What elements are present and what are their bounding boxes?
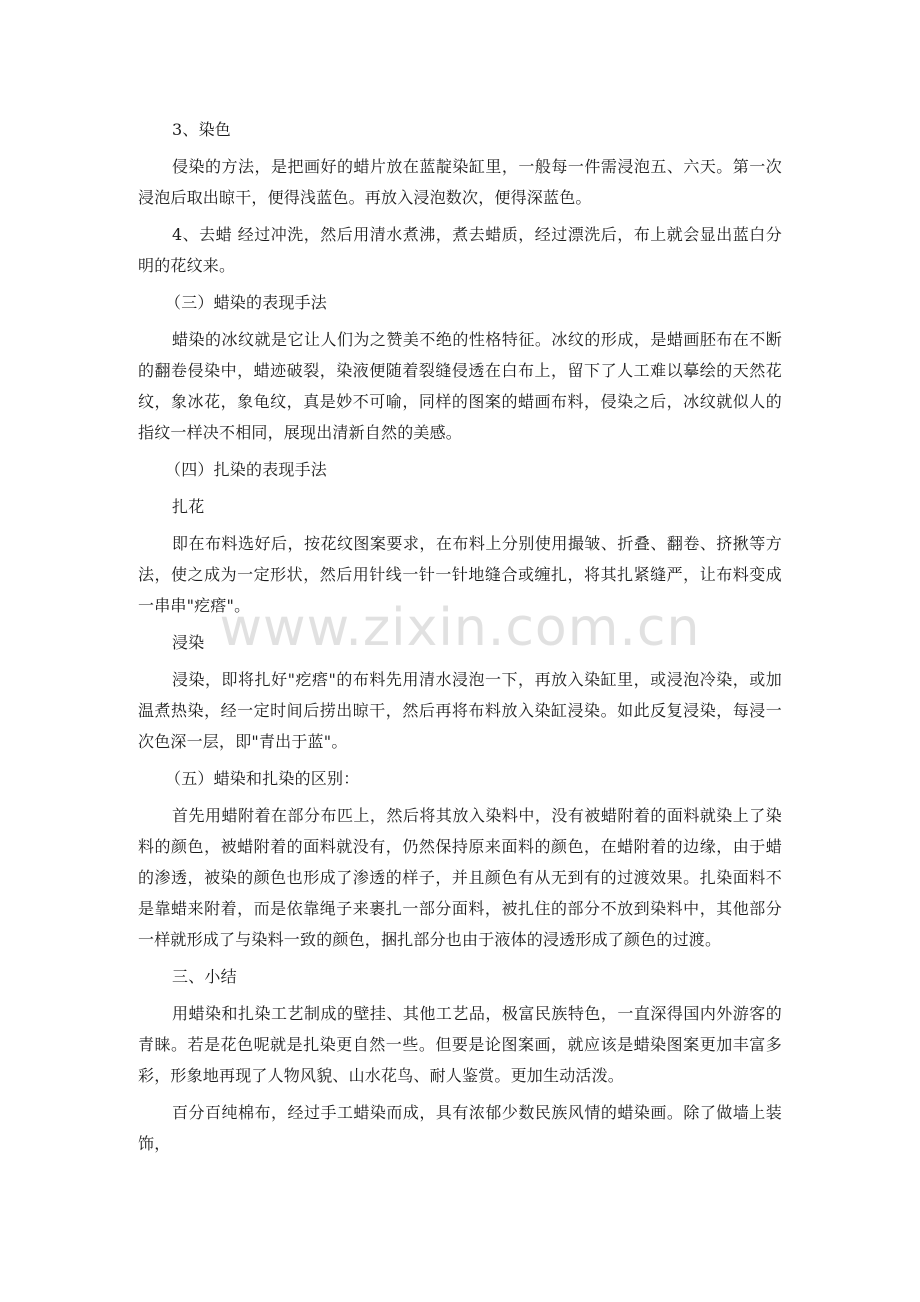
paragraph-heading-tying: 扎花 xyxy=(172,497,205,516)
paragraph-soaking-method: 浸染，即将扎好"疙瘩"的布料先用清水浸泡一下，再放入染缸里，或浸泡冷染，或加温煮热染，经一定时间后捞出晾干，然后再将布料放入染缸浸染。如此反复浸染，每浸一次色深一层，即"青出于蓝"。 xyxy=(138,670,782,751)
paragraph-dyeing-method: 侵染的方法，是把画好的蜡片放在蓝靛染缸里，一般每一件需浸泡五、六天。第一次浸泡后取出晾干，便得浅蓝色。再放入浸泡数次，便得深蓝色。 xyxy=(138,157,782,207)
paragraph-heading-soaking: 浸染 xyxy=(172,633,205,652)
section-heading-tie-dye-techniques: （四）扎染的表现手法 xyxy=(165,460,328,479)
paragraph-cotton-cloth: 百分百纯棉布，经过手工蜡染而成，具有浓郁少数民族风情的蜡染画。除了做墙上装饰， xyxy=(138,1103,782,1153)
watermark: www.zixin.com.cn xyxy=(219,598,701,658)
paragraph-ice-crackle: 蜡染的冰纹就是它让人们为之赞美不绝的性格特征。冰纹的形成，是蜡画胚布在不断的翻卷侵染中，蜡迹破裂，染液便随着裂缝侵透在白布上，留下了人工难以摹绘的天然花纹，象冰花，象龟纹，真是妙不可喻，同样的图案的蜡画布料，侵染之后，冰纹就似人的指纹一样决不相同，展现出清新自然的美感。 xyxy=(138,330,782,442)
paragraph-wax-removal: 4、去蜡 经过冲洗，然后用清水煮沸，煮去蜡质，经过漂洗后，布上就会显出蓝白分明的花纹来。 xyxy=(138,225,782,275)
paragraph-summary: 用蜡染和扎染工艺制成的壁挂、其他工艺品，极富民族特色，一直深得国内外游客的青睐。若是花色呢就是扎染更自然一些。但要是论图案画，就应该是蜡染图案更加丰富多彩，形象地再现了人物风貌、山水花鸟、耐人鉴赏。更加生动活泼。 xyxy=(138,1004,782,1085)
paragraph-heading-dyeing: 3、染色 xyxy=(172,120,231,139)
section-heading-difference: （五）蜡染和扎染的区别： xyxy=(165,769,360,788)
paragraph-tying-method: 即在布料选好后，按花纹图案要求，在布料上分别使用撮皱、折叠、翻卷、挤揪等方法，使之成为一定形状，然后用针线一针一针地缝合或缠扎，将其扎紧缝严，让布料变成一串串"疙瘩"。 xyxy=(138,534,782,615)
paragraph-heading-summary: 三、小结 xyxy=(172,967,237,986)
section-heading-batik-techniques: （三）蜡染的表现手法 xyxy=(165,293,328,312)
paragraph-difference-detail: 首先用蜡附着在部分布匹上，然后将其放入染料中，没有被蜡附着的面料就染上了染料的颜色，被蜡附着的面料就没有，仍然保持原来面料的颜色，在蜡附着的边缘，由于蜡的渗透，被染的颜色也形成了渗透的样子，并且颜色有从无到有的过渡效果。扎染面料不是靠蜡来附着，而是依靠绳子来裹扎一部分面料，被扎住的部分不放到染料中，其他部分一样就形成了与染料一致的颜色，捆扎部分也由于液体的浸透形成了颜色的过渡。 xyxy=(138,806,782,949)
document-body xyxy=(138,114,782,1165)
